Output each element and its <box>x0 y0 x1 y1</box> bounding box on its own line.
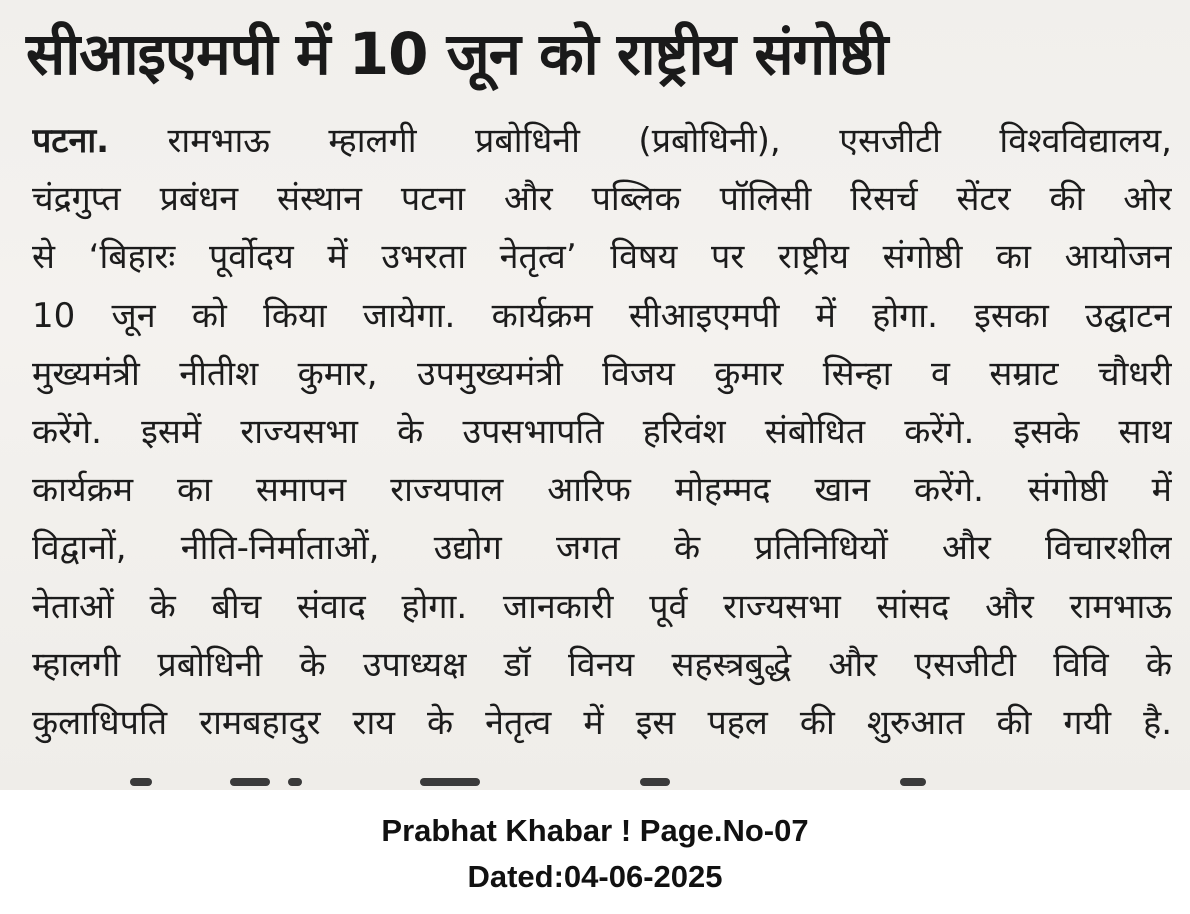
dateline: पटना. <box>32 121 110 161</box>
article-line-6: करेंगे. इसमें राज्यसभा के उपसभापति हरिवंश संबोधित करेंगे. इसके साथ <box>32 412 1172 453</box>
article-line-1 <box>32 112 1172 170</box>
article-body <box>32 112 1172 752</box>
headline: सीआइएमपी में 10 जून को राष्ट्रीय संगोष्ठी <box>26 20 888 88</box>
article-line-2: चंद्रगुप्त प्रबंधन संस्थान पटना और पब्लिक पॉलिसी रिसर्च सेंटर की ओर <box>32 179 1172 220</box>
source-line: Prabhat Khabar ! Page.No-07 <box>381 813 809 848</box>
article-line-10: म्हालगी प्रबोधिनी के उपाध्यक्ष डॉ विनय सहस्त्रबुद्धे और एसजीटी विवि के <box>32 644 1172 685</box>
cut-off-next-article <box>120 772 1020 788</box>
article-line-8: विद्वानों, नीति-निर्माताओं, उद्योग जगत के प्रतिनिधियों और विचारशील <box>32 528 1172 569</box>
article-line-7: कार्यक्रम का समापन राज्यपाल आरिफ मोहम्मद खान करेंगे. संगोष्ठी में <box>32 470 1172 511</box>
article-line-4: 10 जून को किया जायेगा. कार्यक्रम सीआइएमपी में होगा. इसका उद्घाटन <box>32 295 1172 336</box>
article-line-1-text: रामभाऊ म्हालगी प्रबोधिनी (प्रबोधिनी), एसजीटी विश्वविद्यालय, <box>109 121 1172 161</box>
article-line-9: नेताओं के बीच संवाद होगा. जानकारी पूर्व राज्यसभा सांसद और रामभाऊ <box>32 586 1172 627</box>
article-line-11: कुलाधिपति रामबहादुर राय के नेतृत्व में इस पहल की शुरुआत की गयी है. <box>32 703 1172 744</box>
source-caption <box>0 808 1190 900</box>
date-line: Dated:04-06-2025 <box>467 859 723 894</box>
article-line-3: से ‘बिहारः पूर्वोदय में उभरता नेतृत्व’ विषय पर राष्ट्रीय संगोष्ठी का आयोजन <box>32 237 1172 278</box>
article-line-5: मुख्यमंत्री नीतीश कुमार, उपमुख्यमंत्री विजय कुमार सिन्हा व सम्राट चौधरी <box>32 353 1172 394</box>
